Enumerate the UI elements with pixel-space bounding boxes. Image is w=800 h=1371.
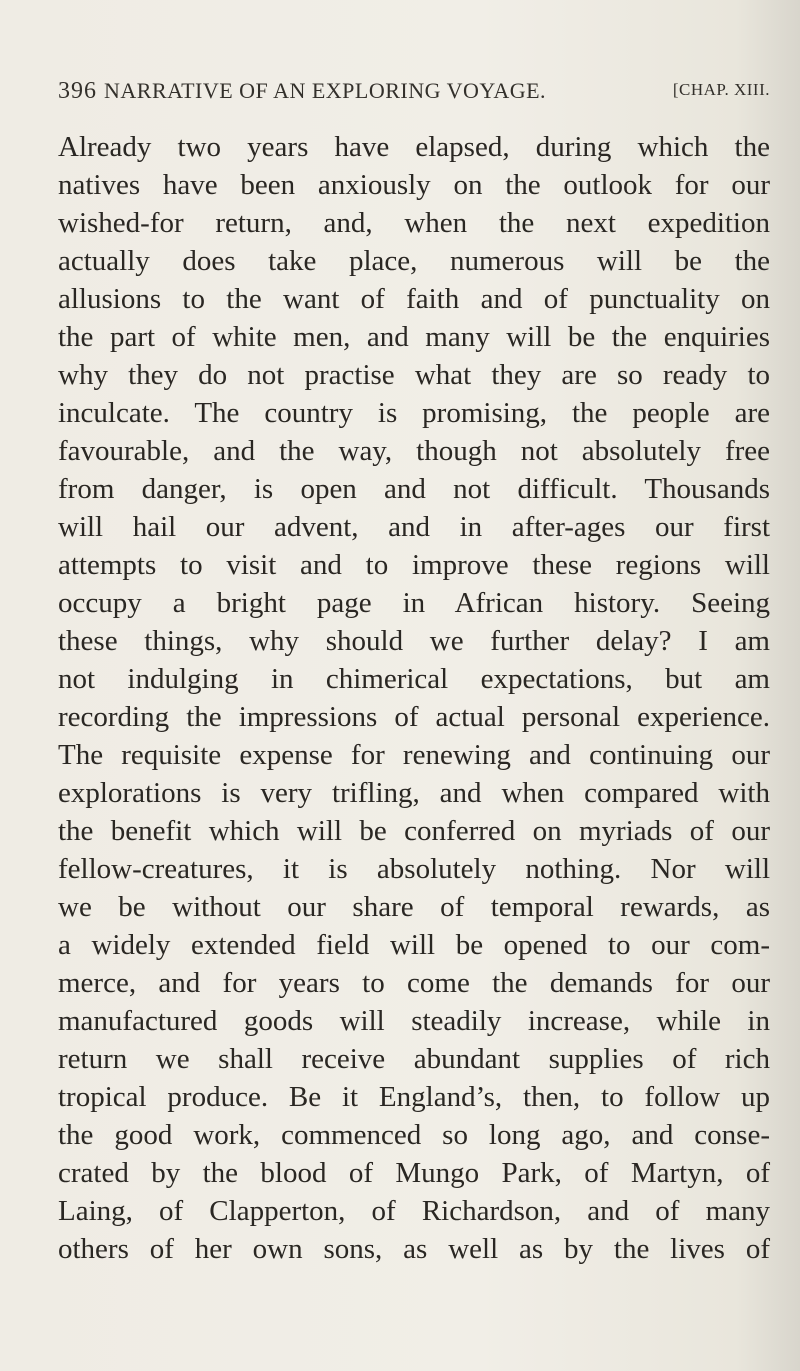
text-line: occupy a bright page in African history. Seeing (58, 587, 770, 619)
chapter-reference: [CHAP. XIII. (672, 80, 770, 99)
text-line: why they do not practise what they are so ready to (58, 359, 770, 391)
text-line: from danger, is open and not difficult. Thousands (58, 473, 770, 505)
text-line: Laing, of Clapperton, of Richardson, and of many (58, 1195, 770, 1227)
text-line: explorations is very trifling, and when compared with (58, 777, 770, 809)
text-line: these things, why should we further delay? I am (58, 625, 770, 657)
text-line: allusions to the want of faith and of punctuality on (58, 283, 770, 315)
text-line: merce, and for years to come the demands for our (58, 967, 770, 999)
text-line: recording the impressions of actual personal experience. (58, 701, 770, 733)
text-line: fellow-creatures, it is absolutely nothing. Nor will (58, 853, 770, 885)
text-line: attempts to visit and to improve these regions will (58, 549, 770, 581)
running-title: NARRATIVE OF AN EXPLORING VOYAGE. (104, 78, 547, 103)
text-line: natives have been anxiously on the outlook for our (58, 169, 770, 201)
text-line: the part of white men, and many will be the enquiries (58, 321, 770, 353)
text-line: others of her own sons, as well as by the lives of (58, 1233, 770, 1265)
text-line: tropical produce. Be it England’s, then, to follow up (58, 1081, 770, 1113)
text-line: crated by the blood of Mungo Park, of Martyn, of (58, 1157, 770, 1189)
text-line: The requisite expense for renewing and continuing our (58, 739, 770, 771)
text-line: inculcate. The country is promising, the people are (58, 397, 770, 429)
text-line: a widely extended field will be opened to our com- (58, 929, 770, 961)
text-line: wished-for return, and, when the next expedition (58, 207, 770, 239)
text-line: favourable, and the way, though not absolutely free (58, 435, 770, 467)
text-line: return we shall receive abundant supplies of rich (58, 1043, 770, 1075)
text-line: we be without our share of temporal rewards, as (58, 891, 770, 923)
text-line: not indulging in chimerical expectations, but am (58, 663, 770, 695)
running-header (58, 78, 770, 112)
page-number: 396 (58, 78, 97, 104)
text-line: Already two years have elapsed, during which the (58, 131, 770, 163)
text-line: the good work, commenced so long ago, and conse- (58, 1119, 770, 1151)
text-line: the benefit which will be conferred on myriads of our (58, 815, 770, 847)
body-paragraph (58, 128, 770, 1268)
text-line: will hail our advent, and in after-ages our first (58, 511, 770, 543)
text-line: manufactured goods will steadily increase, while in (58, 1005, 770, 1037)
text-line: actually does take place, numerous will be the (58, 245, 770, 277)
